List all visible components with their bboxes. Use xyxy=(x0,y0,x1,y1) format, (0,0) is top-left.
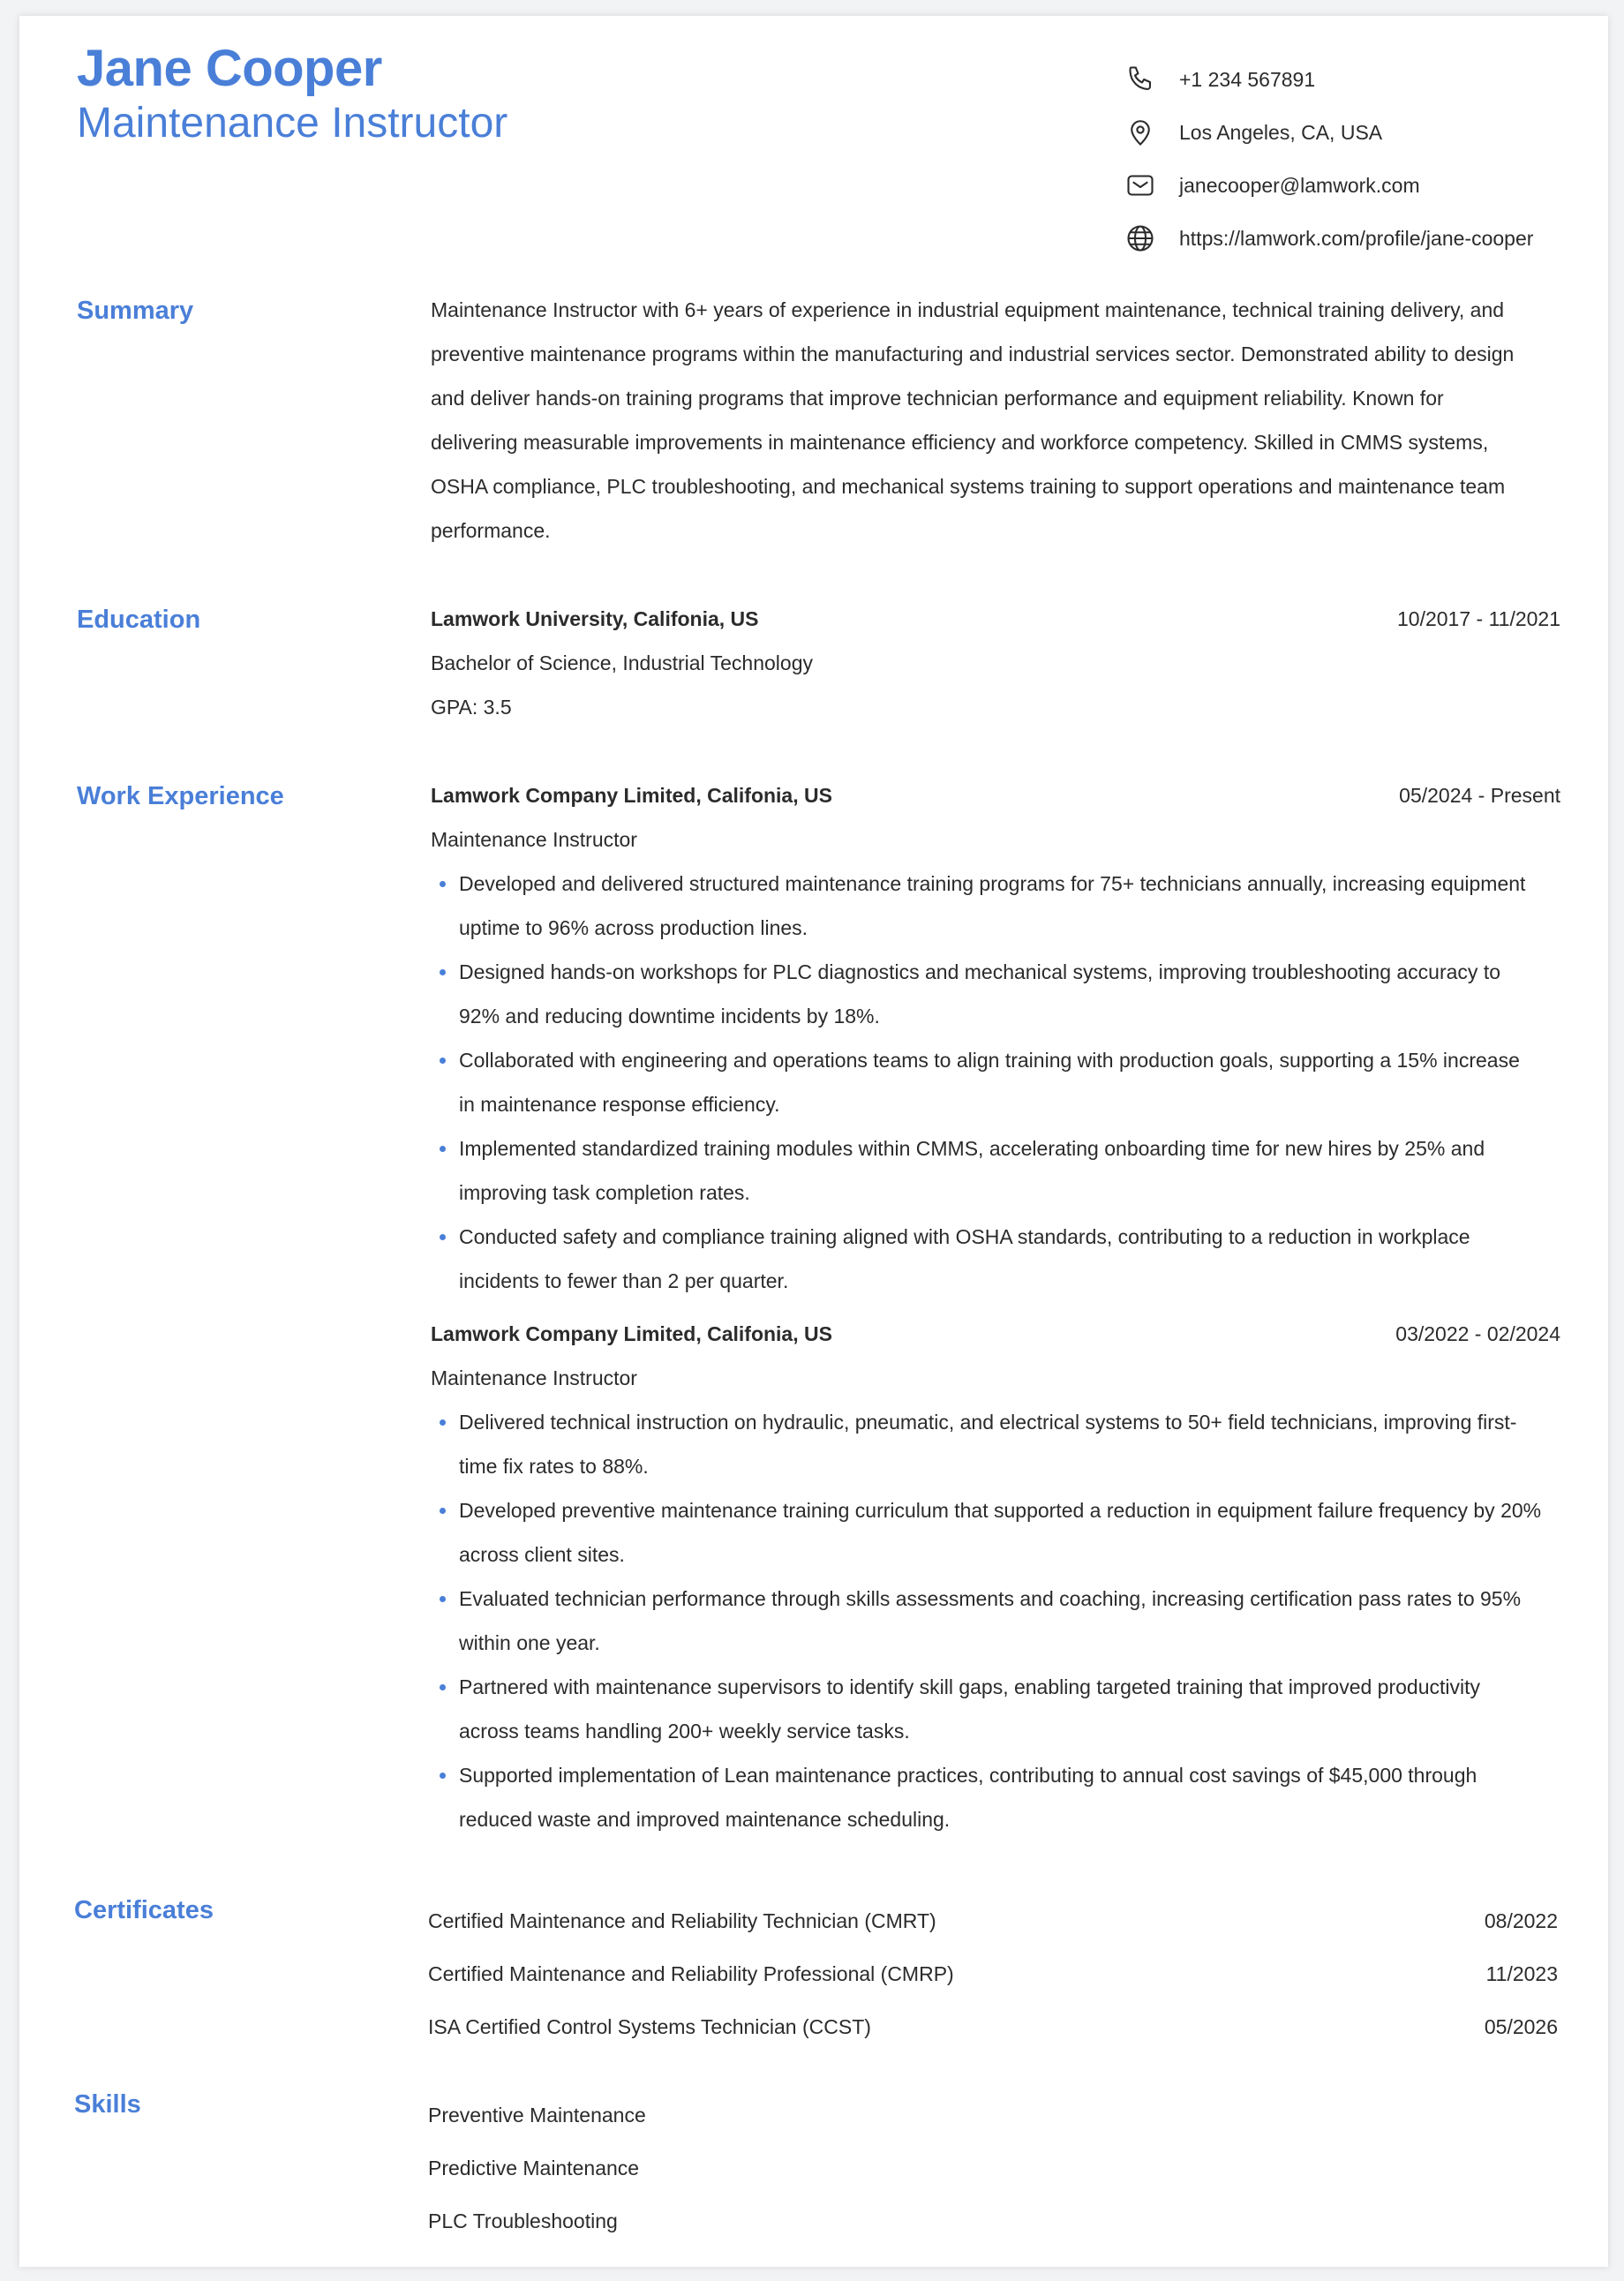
certificate-name: Certified Maintenance and Reliability Professional (CMRP) xyxy=(428,1962,954,1985)
certificate-date: 08/2022 xyxy=(1484,1909,1558,1932)
summary-text xyxy=(431,288,1560,553)
certificates-list xyxy=(428,1894,1558,2053)
job-role: Maintenance Instructor xyxy=(431,1366,637,1389)
job-bullet: Delivered technical instruction on hydraulic, pneumatic, and electrical systems to 50+ field technicians, improving first- time fix rates to 88%. xyxy=(431,1400,1560,1488)
mail-icon xyxy=(1123,168,1158,203)
location-pin-icon xyxy=(1123,115,1158,150)
job-bullet: Partnered with maintenance supervisors to identify skill gaps, enabling targeted training that improved productivity across teams handling 200+ weekly service tasks. xyxy=(431,1665,1560,1753)
education-dates: 10/2017 - 11/2021 xyxy=(1396,607,1560,630)
summary-line: preventive maintenance programs within the manufacturing and industrial services sector. Demonstrated ability to design xyxy=(431,343,1515,365)
job-bullets xyxy=(431,862,1560,1303)
summary-line: Maintenance Instructor with 6+ years of experience in industrial equipment maintenance, technical training delivery, and xyxy=(431,298,1505,321)
contact-block xyxy=(1123,53,1582,265)
skill-item: Preventive Maintenance xyxy=(428,2104,646,2127)
contact-location xyxy=(1123,106,1582,159)
certificate-name: Certified Maintenance and Reliability Technician (CMRT) xyxy=(428,1909,936,1932)
contact-email xyxy=(1123,159,1582,212)
candidate-name: Jane Cooper xyxy=(77,40,382,97)
contact-phone-text[interactable]: +1 234 567891 xyxy=(1179,67,1316,91)
job-bullet: Evaluated technician performance through skills assessments and coaching, increasing certification pass rates to 95% within one year. xyxy=(431,1577,1560,1665)
job-bullets xyxy=(431,1400,1560,1841)
certificate-name: ISA Certified Control Systems Technician (CCST) xyxy=(428,2015,871,2038)
section-heading-experience: Work Experience xyxy=(77,782,284,810)
skill-item: PLC Troubleshooting xyxy=(428,2209,618,2232)
certificate-date: 05/2026 xyxy=(1484,2015,1558,2038)
contact-email-text[interactable]: janecooper@lamwork.com xyxy=(1179,173,1420,197)
experience-list xyxy=(431,773,1560,1841)
job-dates: 03/2022 - 02/2024 xyxy=(1395,1322,1560,1345)
job-bullet: Collaborated with engineering and operations teams to align training with production goals, supporting a 15% increase in maintenance response efficiency. xyxy=(431,1038,1560,1126)
education-entry xyxy=(431,597,1560,729)
summary-line: and deliver hands-on training programs that improve technician performance and equipment reliability. Known for xyxy=(431,387,1444,410)
job-dates: 05/2024 - Present xyxy=(1399,784,1560,807)
summary-line: delivering measurable improvements in maintenance efficiency and workforce competency. Skilled in CMMS systems, xyxy=(431,431,1489,454)
resume-page xyxy=(19,16,1608,2267)
job-company: Lamwork Company Limited, Califonia, US xyxy=(431,784,832,807)
job-bullet: Developed and delivered structured maintenance training programs for 75+ technicians annually, increasing equipment uptime to 96% across production lines. xyxy=(431,862,1560,950)
certificate-row xyxy=(428,1894,1558,1947)
candidate-title: Maintenance Instructor xyxy=(77,100,508,147)
job-bullet: Implemented standardized training modules within CMMS, accelerating onboarding time for new hires by 25% and improving task completion rates. xyxy=(431,1126,1560,1215)
section-heading-education: Education xyxy=(77,606,201,634)
education-school: Lamwork University, Califonia, US xyxy=(431,607,759,630)
education-gpa: GPA: 3.5 xyxy=(431,696,512,719)
job-entry xyxy=(431,773,1560,1303)
certificate-date: 11/2023 xyxy=(1485,1962,1558,1985)
job-entry xyxy=(431,1312,1560,1841)
contact-location-text: Los Angeles, CA, USA xyxy=(1179,120,1383,144)
skill-item: Predictive Maintenance xyxy=(428,2157,640,2179)
section-heading-skills: Skills xyxy=(74,2090,141,2119)
section-heading-certificates: Certificates xyxy=(74,1896,214,1924)
education-degree: Bachelor of Science, Industrial Technology xyxy=(431,651,814,674)
contact-website-text[interactable]: https://lamwork.com/profile/jane-cooper xyxy=(1179,226,1534,250)
job-bullet: Developed preventive maintenance training curriculum that supported a reduction in equipment failure frequency by 20% across client sites. xyxy=(431,1488,1560,1577)
job-role: Maintenance Instructor xyxy=(431,828,637,851)
contact-website xyxy=(1123,212,1582,265)
job-bullet: Supported implementation of Lean maintenance practices, contributing to annual cost savings of $45,000 through reduced waste and improved maintenance scheduling. xyxy=(431,1753,1560,1841)
job-company: Lamwork Company Limited, Califonia, US xyxy=(431,1322,832,1345)
skills-list xyxy=(428,2089,1558,2247)
certificate-row xyxy=(428,1947,1558,2000)
section-heading-summary: Summary xyxy=(77,297,194,325)
summary-line: performance. xyxy=(431,519,551,542)
contact-phone xyxy=(1123,53,1582,106)
globe-icon xyxy=(1123,221,1158,256)
certificate-row xyxy=(428,2000,1558,2053)
job-bullet: Designed hands-on workshops for PLC diagnostics and mechanical systems, improving troubleshooting accuracy to 92% and reducing downtime incidents by 18%. xyxy=(431,950,1560,1038)
phone-icon xyxy=(1123,62,1158,97)
summary-line: OSHA compliance, PLC troubleshooting, and mechanical systems training to support operations and maintenance team xyxy=(431,475,1506,498)
job-bullet: Conducted safety and compliance training aligned with OSHA standards, contributing to a reduction in workplace incidents to fewer than 2 per quarter. xyxy=(431,1215,1560,1303)
